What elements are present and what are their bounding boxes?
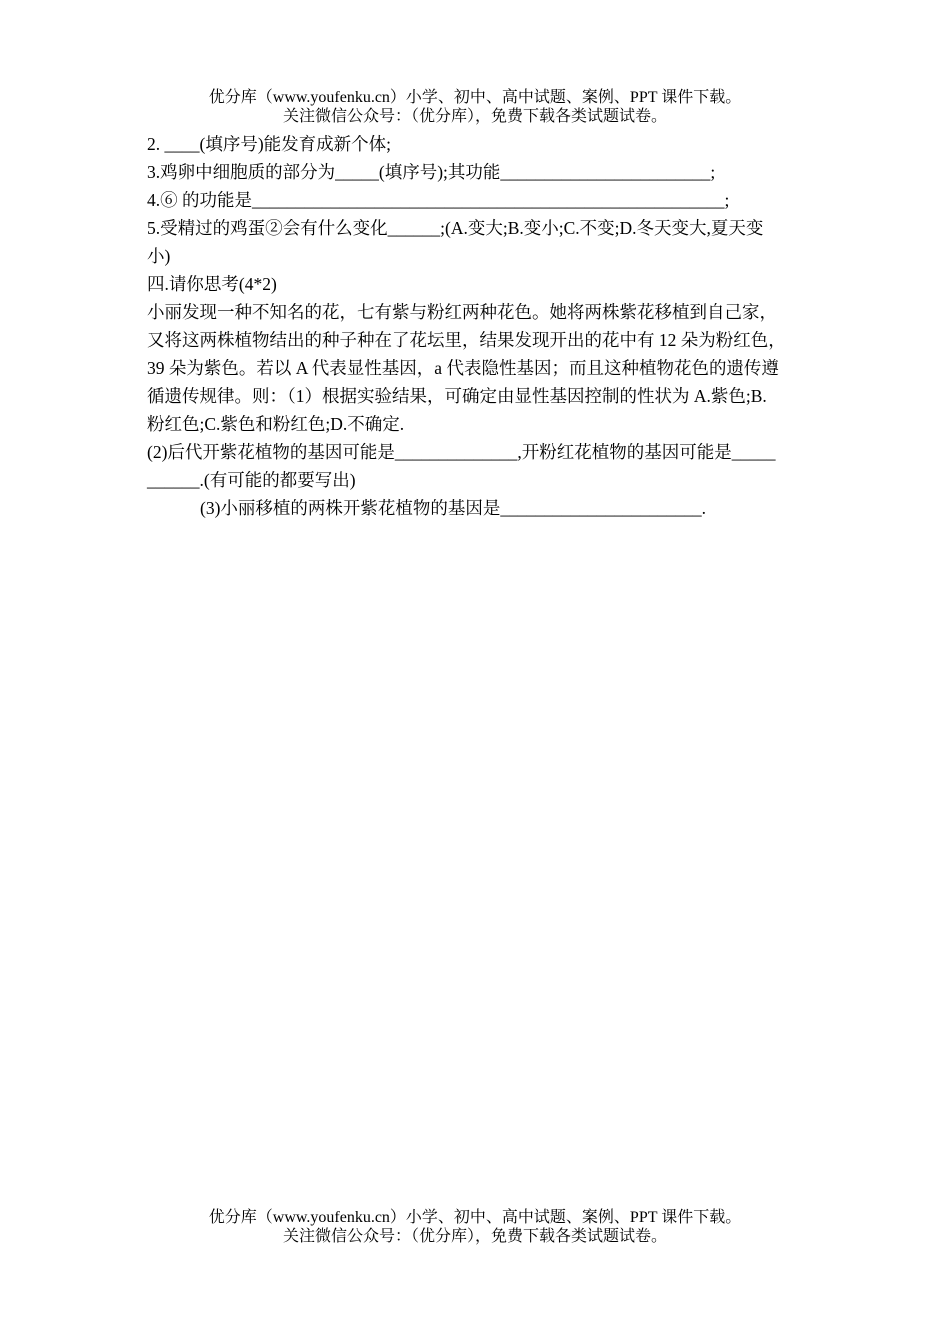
question-4: 4.⑥ 的功能是______________________________________________________; (147, 190, 730, 210)
question-5-line-1: 5.受精过的鸡蛋②会有什么变化______;(A.变大;B.变小;C.不变;D.冬天变大,夏天变 (147, 218, 764, 238)
header-line-1: 优分库（www.youfenku.cn）小学、初中、高中试题、案例、PPT 课件下载。 (208, 89, 742, 106)
header-line-2: 关注微信公众号：（优分库），免费下载各类试题试卷。 (282, 108, 667, 125)
sub-question-3: (3)小丽移植的两株开紫花植物的基因是_______________________. (200, 498, 707, 518)
section-4-title: 四.请你思考(4*2) (147, 274, 277, 294)
sub-question-2-line-1: (2)后代开紫花植物的基因可能是______________,开粉红花植物的基因可能是_____ (147, 442, 776, 462)
passage-line-3: 39 朵为紫色。若以 A 代表显性基因，a 代表隐性基因；而且这种植物花色的遗传遵 (147, 358, 779, 378)
footer-line-2: 关注微信公众号：（优分库），免费下载各类试题试卷。 (282, 1228, 667, 1245)
passage-line-2: 又将这两株植物结出的种子种在了花坛里，结果发现开出的花中有 12 朵为粉红色， (147, 330, 786, 350)
page-header (0, 88, 950, 126)
passage-line-1: 小丽发现一种不知名的花，七有紫与粉红两种花色。她将两株紫花移植到自己家， (147, 302, 777, 322)
sub-question-2-line-2: ______.(有可能的都要写出) (147, 470, 356, 490)
passage-line-5: 粉红色;C.紫色和粉红色;D.不确定. (147, 414, 405, 434)
document-body (147, 130, 857, 522)
footer-line-1: 优分库（www.youfenku.cn）小学、初中、高中试题、案例、PPT 课件下载。 (208, 1209, 742, 1226)
passage-line-4: 循遗传规律。则：（1）根据实验结果，可确定由显性基因控制的性状为 A.紫色;B. (147, 386, 767, 406)
page-footer (0, 1208, 950, 1246)
question-2: 2. ____(填序号)能发育成新个体; (147, 134, 392, 154)
question-3: 3.鸡卵中细胞质的部分为_____(填序号);其功能________________________; (147, 162, 716, 182)
question-5-line-2: 小) (147, 246, 171, 266)
